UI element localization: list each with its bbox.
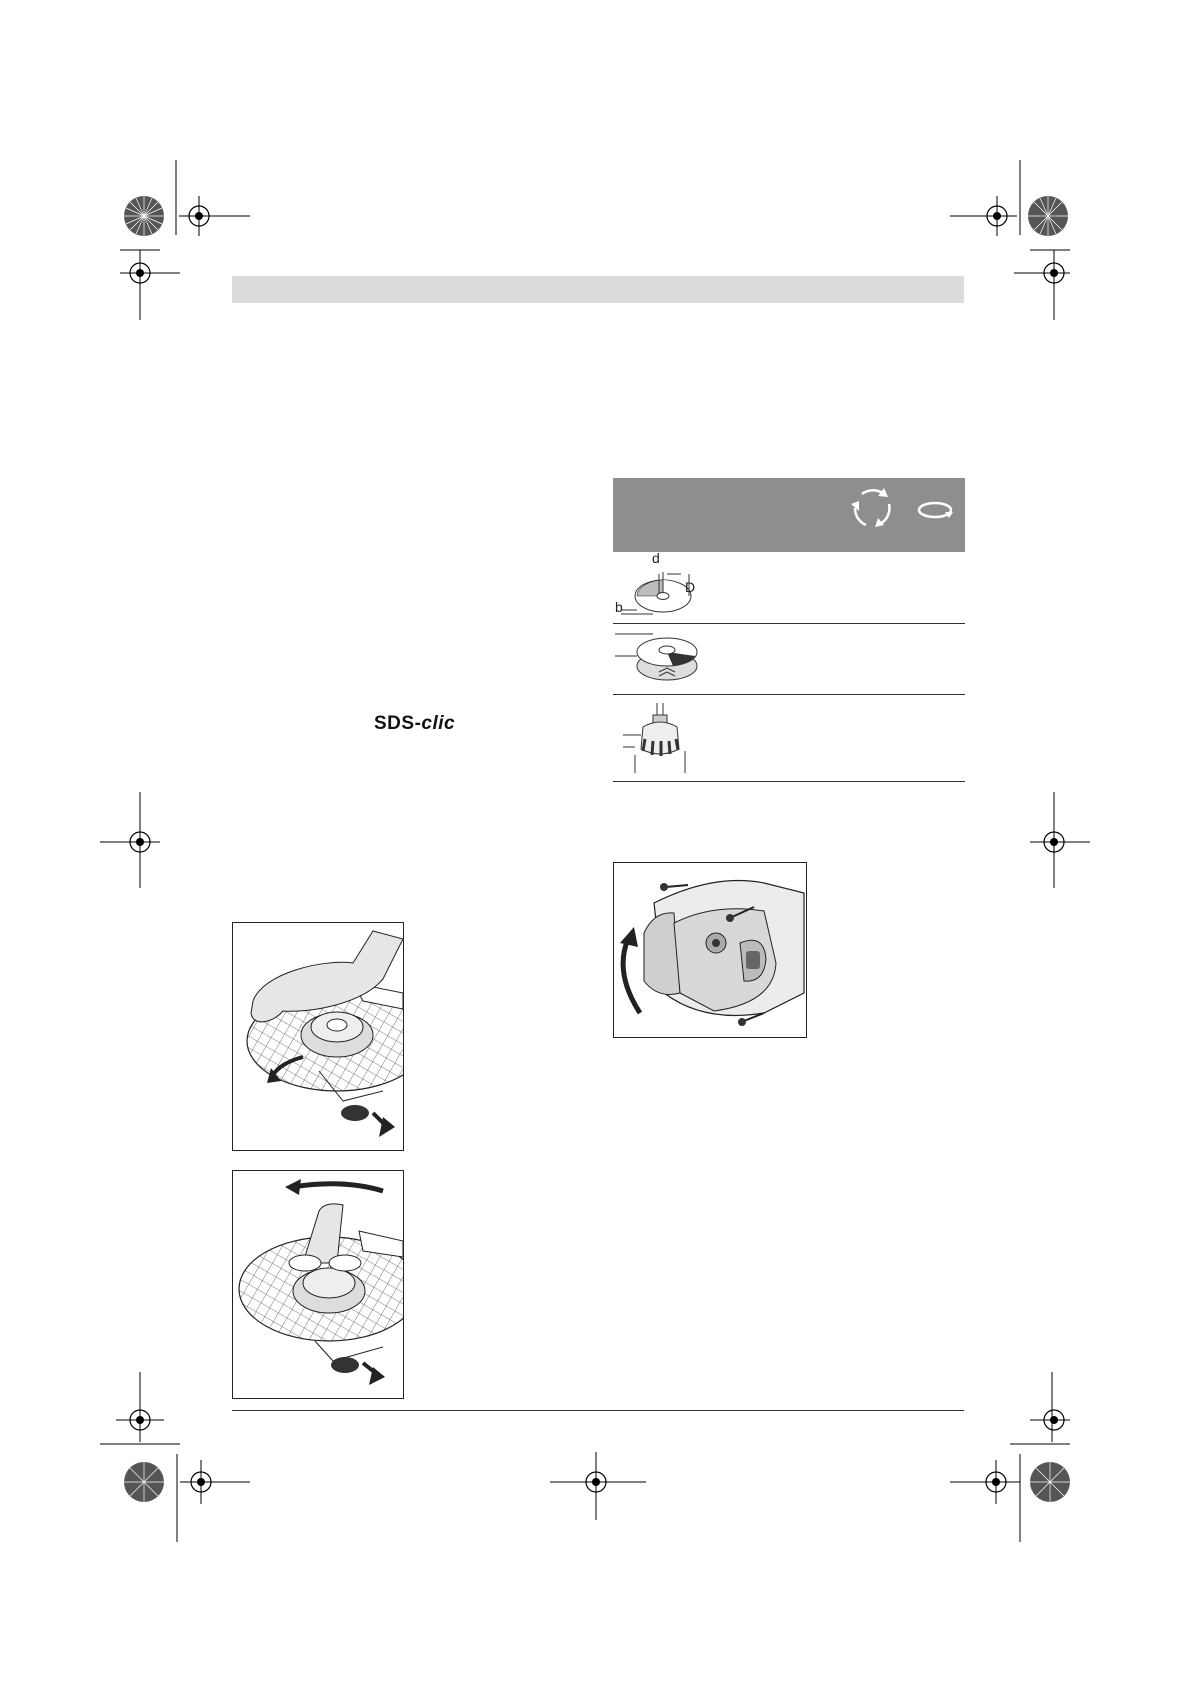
angle-grinder-disc-hand-icon — [233, 923, 403, 1150]
sanding-pad-icon — [613, 628, 713, 692]
header-bar — [232, 276, 964, 303]
recycle-rotation-icon — [848, 484, 896, 532]
rotation-direction-icon — [915, 498, 955, 522]
crop-mark-bottom-center — [550, 1450, 650, 1530]
footer-rule — [232, 1410, 964, 1411]
figure-fit-quick-clamp-nut — [232, 922, 404, 1151]
crop-mark-top-right — [930, 160, 1070, 330]
table-header — [613, 478, 965, 552]
table-row-cutting-disc — [613, 552, 965, 624]
gear-head-screws-icon — [614, 863, 806, 1037]
crop-mark-mid-left — [100, 790, 160, 890]
figure-loosen-quick-clamp-nut — [232, 1170, 404, 1399]
cutting-disc-dimension-icon — [613, 556, 713, 620]
table-row-sanding-pad — [613, 624, 965, 695]
dimension-label-D: D — [685, 579, 696, 595]
angle-grinder-disc-wrench-icon — [233, 1171, 403, 1398]
figure-rotate-gear-head — [613, 862, 807, 1038]
crop-mark-mid-right — [1030, 790, 1090, 890]
table-row-cup-brush — [613, 695, 965, 782]
disc-dimension-table — [613, 478, 965, 782]
crop-mark-bottom-right — [930, 1372, 1070, 1542]
crop-mark-top-left — [120, 160, 260, 330]
cup-brush-icon — [613, 699, 713, 779]
dimension-label-d: d — [652, 550, 660, 566]
sds-clic-logo-suffix: clic — [421, 713, 456, 734]
sds-clic-logo — [374, 713, 455, 735]
dimension-label-b: b — [615, 599, 623, 615]
sds-clic-logo-prefix: SDS- — [374, 713, 422, 734]
